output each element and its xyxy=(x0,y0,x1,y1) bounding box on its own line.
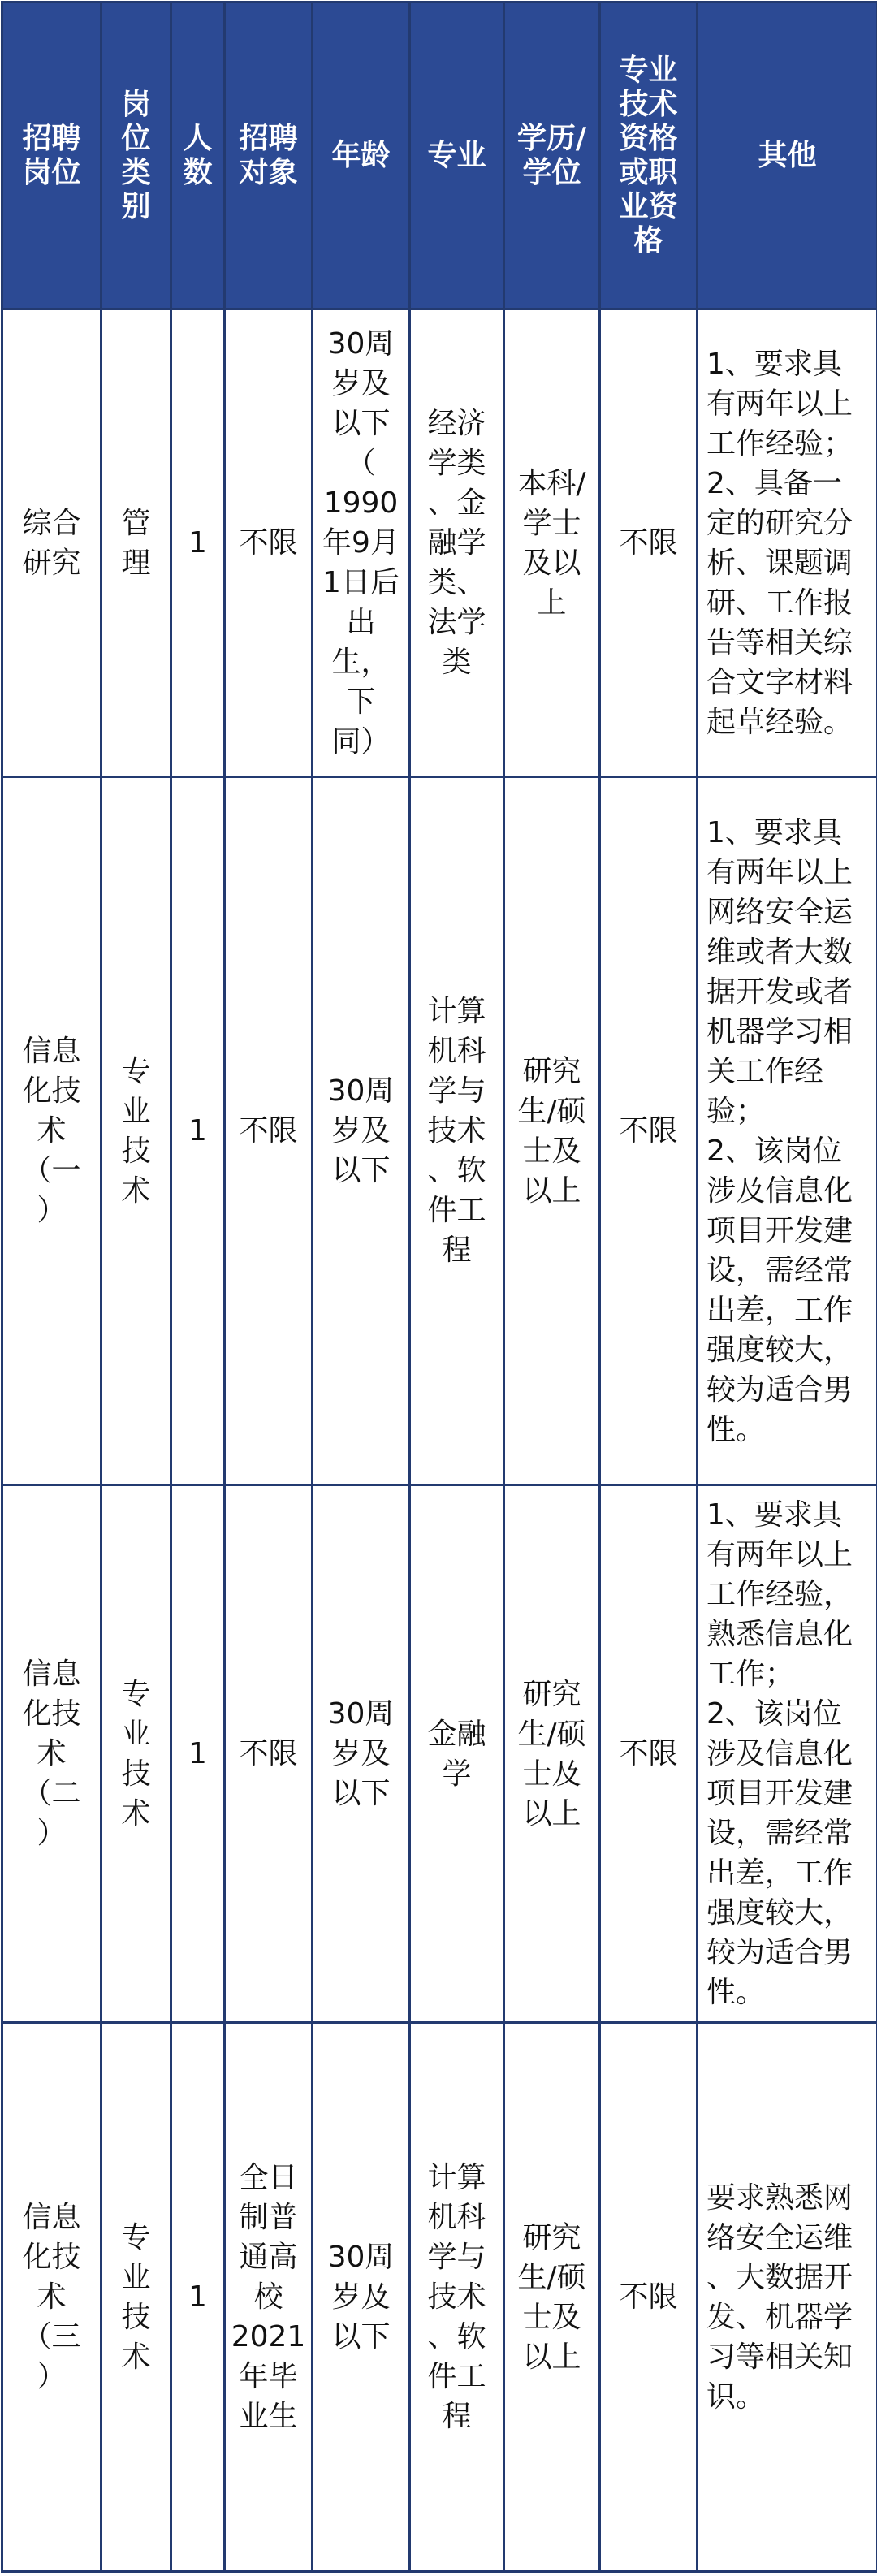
cell-other: 1、要求具 有两年以上 网络安全运 维或者大数 据开发或者 机器学习相 关工作经 验； 2、该岗位 涉及信息化 项目开发建 设，需经常 出差，工作 强度较大， 较为适合男 性。 xyxy=(698,777,877,1485)
table-row xyxy=(2,777,877,1485)
header-row xyxy=(2,2,877,309)
header-other: 其他 xyxy=(698,2,877,309)
cell-target: 不限 xyxy=(225,777,313,1485)
table-row xyxy=(2,2023,877,2572)
header-age: 年龄 xyxy=(313,2,410,309)
recruitment-table xyxy=(1,1,877,2573)
cell-count: 1 xyxy=(171,1485,225,2023)
header-degree: 学历/ 学位 xyxy=(504,2,600,309)
header-qualification: 专业 技术 资格 或职 业资 格 xyxy=(600,2,698,309)
cell-count: 1 xyxy=(171,777,225,1485)
cell-other: 1、要求具 有两年以上 工作经验； 2、具备一 定的研究分 析、课题调 研、工作报 告等相关综 合文字材料 起草经验。 xyxy=(698,309,877,777)
cell-other: 要求熟悉网 络安全运维 、大数据开 发、机器学 习等相关知 识。 xyxy=(698,2023,877,2572)
cell-count: 1 xyxy=(171,309,225,777)
table-row xyxy=(2,1485,877,2023)
header-target: 招聘 对象 xyxy=(225,2,313,309)
cell-age: 30周 岁及 以下 xyxy=(313,1485,410,2023)
cell-major: 计算 机科 学与 技术 、软 件工 程 xyxy=(410,777,504,1485)
cell-target: 不限 xyxy=(225,309,313,777)
cell-count: 1 xyxy=(171,2023,225,2572)
cell-major: 经济 学类 、金 融学 类、 法学 类 xyxy=(410,309,504,777)
cell-age: 30周 岁及 以下 （ 1990 年9月 1日后 出 生， 下 同） xyxy=(313,309,410,777)
cell-qualification: 不限 xyxy=(600,2023,698,2572)
cell-position: 信息 化技 术（一 ） xyxy=(2,777,102,1485)
cell-major: 金融 学 xyxy=(410,1485,504,2023)
cell-age: 30周 岁及 以下 xyxy=(313,2023,410,2572)
cell-target: 全日 制普 通高 校 2021 年毕 业生 xyxy=(225,2023,313,2572)
cell-age: 30周 岁及 以下 xyxy=(313,777,410,1485)
cell-degree: 研究 生/硕 士及 以上 xyxy=(504,777,600,1485)
header-category: 岗 位 类 别 xyxy=(102,2,171,309)
cell-category: 专 业 技 术 xyxy=(102,1485,171,2023)
cell-qualification: 不限 xyxy=(600,309,698,777)
cell-degree: 本科/ 学士 及以 上 xyxy=(504,309,600,777)
cell-degree: 研究 生/硕 士及 以上 xyxy=(504,2023,600,2572)
cell-target: 不限 xyxy=(225,1485,313,2023)
cell-position: 信息 化技 术（三 ） xyxy=(2,2023,102,2572)
header-position: 招聘 岗位 xyxy=(2,2,102,309)
cell-major: 计算 机科 学与 技术 、软 件工 程 xyxy=(410,2023,504,2572)
cell-position: 信息 化技 术（二 ） xyxy=(2,1485,102,2023)
header-major: 专业 xyxy=(410,2,504,309)
cell-category: 专 业 技 术 xyxy=(102,2023,171,2572)
cell-category: 专 业 技 术 xyxy=(102,777,171,1485)
cell-category: 管 理 xyxy=(102,309,171,777)
cell-other: 1、要求具 有两年以上 工作经验， 熟悉信息化 工作； 2、该岗位 涉及信息化 项目开发建 设，需经常 出差，工作 强度较大， 较为适合男 性。 xyxy=(698,1485,877,2023)
cell-qualification: 不限 xyxy=(600,1485,698,2023)
cell-qualification: 不限 xyxy=(600,777,698,1485)
cell-degree: 研究 生/硕 士及 以上 xyxy=(504,1485,600,2023)
header-count: 人 数 xyxy=(171,2,225,309)
cell-position: 综合 研究 xyxy=(2,309,102,777)
table-row xyxy=(2,309,877,777)
